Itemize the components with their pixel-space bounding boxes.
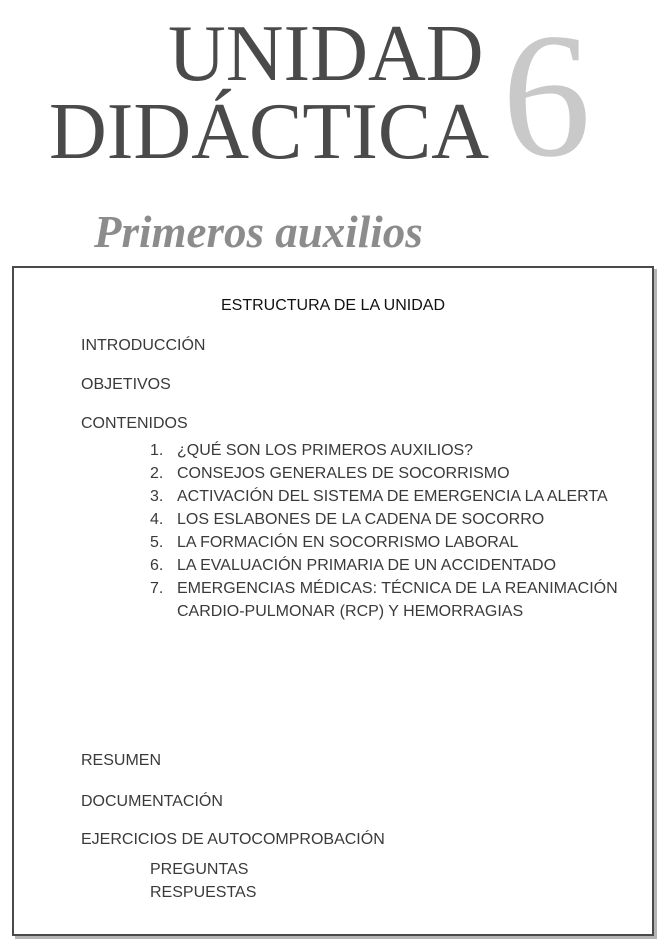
- list-item: [150, 439, 620, 462]
- list-item-number: 6.: [150, 557, 164, 574]
- list-item-text: EMERGENCIAS MÉDICAS: TÉCNICA DE LA REANIMACIÓN CARDIO-PULMONAR (RCP) Y HEMORRAGIAS: [177, 580, 618, 620]
- section-exercises: EJERCICIOS DE AUTOCOMPROBACIÓN: [81, 831, 385, 848]
- title-line-unidad: UNIDAD: [168, 10, 484, 98]
- contents-list: [150, 439, 620, 623]
- list-item-number: 5.: [150, 534, 164, 551]
- list-item-number: 2.: [150, 465, 164, 482]
- list-item: [150, 508, 620, 531]
- unit-subtitle: Primeros auxilios: [94, 207, 423, 257]
- exercise-item-answers: RESPUESTAS: [150, 884, 257, 901]
- structure-heading: ESTRUCTURA DE LA UNIDAD: [220, 297, 446, 314]
- list-item: [150, 485, 620, 508]
- unit-number: 6: [502, 0, 591, 194]
- section-contents: CONTENIDOS: [81, 415, 188, 432]
- list-item-number: 7.: [150, 580, 164, 597]
- list-item-text: CONSEJOS GENERALES DE SOCORRISMO: [177, 465, 510, 482]
- list-item-text: ACTIVACIÓN DEL SISTEMA DE EMERGENCIA LA ALERTA: [177, 488, 608, 505]
- list-item-number: 1.: [150, 442, 164, 459]
- list-item-text: LA FORMACIÓN EN SOCORRISMO LABORAL: [177, 534, 519, 551]
- list-item-text: LOS ESLABONES DE LA CADENA DE SOCORRO: [177, 511, 545, 528]
- list-item-text: ¿QUÉ SON LOS PRIMEROS AUXILIOS?: [177, 442, 474, 459]
- exercises-sublist: [150, 858, 256, 904]
- unit-structure-box: [12, 266, 654, 936]
- list-item: [150, 462, 620, 485]
- section-introduction: INTRODUCCIÓN: [81, 337, 206, 354]
- list-item: [150, 554, 620, 577]
- section-objectives: OBJETIVOS: [81, 376, 171, 393]
- section-summary: RESUMEN: [81, 752, 162, 769]
- section-documentation: DOCUMENTACIÓN: [81, 793, 223, 810]
- list-item-number: 3.: [150, 488, 164, 505]
- list-item: [150, 531, 620, 554]
- exercise-item-questions: PREGUNTAS: [150, 861, 249, 878]
- title-line-didactica: DIDÁCTICA: [49, 88, 489, 176]
- list-item-text: LA EVALUACIÓN PRIMARIA DE UN ACCIDENTADO: [177, 557, 557, 574]
- list-item-number: 4.: [150, 511, 164, 528]
- list-item: [150, 577, 620, 623]
